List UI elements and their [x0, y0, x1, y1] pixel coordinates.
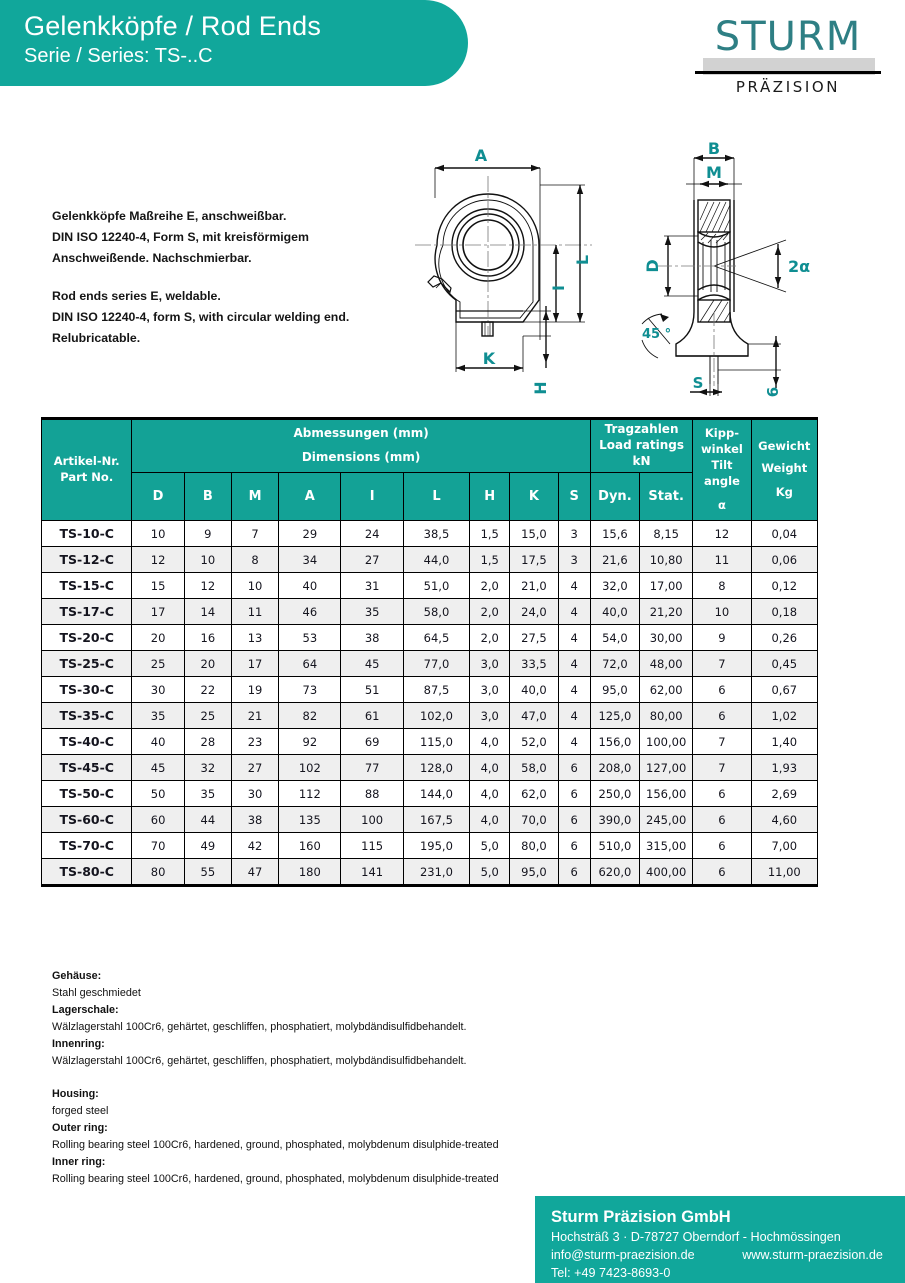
desc-de-line-1: Gelenkköpfe Maßreihe E, anschweißbar. — [52, 209, 287, 223]
cell-stat: 17,00 — [640, 573, 693, 599]
cell-d: 30 — [132, 677, 184, 703]
cell-s: 4 — [558, 703, 590, 729]
cell-a: 160 — [279, 833, 341, 859]
cell-stat: 48,00 — [640, 651, 693, 677]
header-col-M: M — [231, 473, 278, 521]
cell-kg: 1,93 — [751, 755, 817, 781]
header-col-I: I — [341, 473, 403, 521]
materials-german — [52, 968, 592, 1070]
cell-l: 77,0 — [403, 651, 469, 677]
cell-k: 70,0 — [510, 807, 558, 833]
cell-k: 27,5 — [510, 625, 558, 651]
desc-spacer — [52, 269, 412, 286]
cell-l: 38,5 — [403, 521, 469, 547]
cell-i: 31 — [341, 573, 403, 599]
drawings-svg — [410, 140, 905, 410]
dim-label-L: L — [573, 254, 592, 266]
specifications-table-body — [42, 521, 818, 885]
cell-part-no: TS-10-C — [42, 521, 132, 547]
cell-d: 70 — [132, 833, 184, 859]
cell-stat: 80,00 — [640, 703, 693, 729]
cell-i: 35 — [341, 599, 403, 625]
cell-m: 21 — [231, 703, 278, 729]
cell-m: 30 — [231, 781, 278, 807]
cell-dyn: 510,0 — [590, 833, 639, 859]
cell-b: 35 — [184, 781, 231, 807]
table-row — [42, 521, 818, 547]
header-tilt-symbol: α — [717, 498, 726, 512]
cell-a: 34 — [279, 547, 341, 573]
cell-i: 45 — [341, 651, 403, 677]
mat-en-value-1: Rolling bearing steel 100Cr6, hardened, ground, phosphated, molybdenum disulphide-treated — [52, 1139, 499, 1151]
table-row — [42, 755, 818, 781]
table-row — [42, 599, 818, 625]
cell-kg: 4,60 — [751, 807, 817, 833]
cell-h: 1,5 — [470, 547, 510, 573]
cell-alpha: 6 — [693, 833, 751, 859]
cell-a: 73 — [279, 677, 341, 703]
cell-part-no: TS-50-C — [42, 781, 132, 807]
cell-a: 92 — [279, 729, 341, 755]
cell-stat: 62,00 — [640, 677, 693, 703]
cell-stat: 10,80 — [640, 547, 693, 573]
cell-m: 10 — [231, 573, 278, 599]
cell-d: 25 — [132, 651, 184, 677]
header-part-no-de: Artikel-Nr. — [53, 454, 120, 468]
cell-d: 80 — [132, 859, 184, 885]
table-row — [42, 651, 818, 677]
cell-b: 32 — [184, 755, 231, 781]
mat-en-value-2: Rolling bearing steel 100Cr6, hardened, ground, phosphated, molybdenum disulphide-treated — [52, 1173, 499, 1185]
header-weight — [751, 418, 817, 521]
cell-part-no: TS-45-C — [42, 755, 132, 781]
cell-m: 8 — [231, 547, 278, 573]
cell-l: 167,5 — [403, 807, 469, 833]
cell-b: 49 — [184, 833, 231, 859]
cell-h: 5,0 — [470, 859, 510, 885]
footer-contact-banner — [535, 1196, 905, 1283]
cell-part-no: TS-15-C — [42, 573, 132, 599]
cell-s: 4 — [558, 573, 590, 599]
header-tilt-de-2: winkel — [701, 442, 743, 456]
header-dimensions-en: Dimensions (mm) — [301, 450, 421, 464]
cell-h: 3,0 — [470, 677, 510, 703]
cell-alpha: 6 — [693, 677, 751, 703]
cell-s: 6 — [558, 833, 590, 859]
cell-dyn: 95,0 — [590, 677, 639, 703]
mat-de-value-1: Wälzlagerstahl 100Cr6, gehärtet, geschliffen, phosphatiert, molybdändisulfidbehandelt. — [52, 1021, 467, 1033]
cell-dyn: 72,0 — [590, 651, 639, 677]
cell-alpha: 7 — [693, 755, 751, 781]
cell-dyn: 125,0 — [590, 703, 639, 729]
dim-label-H: H — [531, 381, 550, 395]
cell-i: 51 — [341, 677, 403, 703]
cell-k: 40,0 — [510, 677, 558, 703]
dim-label-I: I — [549, 285, 568, 291]
header-weight-de: Gewicht — [758, 439, 811, 453]
cell-h: 3,0 — [470, 651, 510, 677]
cell-h: 4,0 — [470, 807, 510, 833]
cell-a: 46 — [279, 599, 341, 625]
table-row — [42, 703, 818, 729]
cell-s: 6 — [558, 781, 590, 807]
logo-wordmark: STURM — [714, 14, 862, 60]
header-col-S: S — [558, 473, 590, 521]
dim-label-A: A — [474, 146, 488, 165]
desc-de-line-2: DIN ISO 12240-4, Form S, mit kreisförmigem — [52, 230, 309, 244]
desc-en-line-2: DIN ISO 12240-4, form S, with circular welding end. — [52, 310, 350, 324]
header-col-stat: Stat. — [640, 473, 693, 521]
cell-l: 51,0 — [403, 573, 469, 599]
dim-label-K: K — [482, 349, 496, 368]
mat-en-label-2: Inner ring: — [52, 1156, 106, 1168]
cell-part-no: TS-35-C — [42, 703, 132, 729]
dim-label-B: B — [707, 140, 721, 158]
footer-address: Hochsträß 3 · D-78727 Oberndorf - Hochmössingen — [551, 1230, 841, 1244]
cell-kg: 0,12 — [751, 573, 817, 599]
footer-company-name: Sturm Präzision GmbH — [551, 1208, 731, 1226]
header-tilt-angle — [693, 418, 751, 521]
cell-m: 13 — [231, 625, 278, 651]
header-col-K: K — [510, 473, 558, 521]
cell-stat: 30,00 — [640, 625, 693, 651]
mat-en-label-1: Outer ring: — [52, 1122, 108, 1134]
cell-dyn: 620,0 — [590, 859, 639, 885]
cell-d: 12 — [132, 547, 184, 573]
cell-k: 17,5 — [510, 547, 558, 573]
cell-k: 15,0 — [510, 521, 558, 547]
cell-stat: 21,20 — [640, 599, 693, 625]
header-col-L: L — [403, 473, 469, 521]
cell-dyn: 40,0 — [590, 599, 639, 625]
mat-en-label-0: Housing: — [52, 1088, 99, 1100]
mat-de-label-1: Lagerschale: — [52, 1004, 119, 1016]
cell-m: 38 — [231, 807, 278, 833]
cell-h: 4,0 — [470, 781, 510, 807]
cell-k: 80,0 — [510, 833, 558, 859]
cell-part-no: TS-70-C — [42, 833, 132, 859]
cell-s: 4 — [558, 677, 590, 703]
cell-h: 5,0 — [470, 833, 510, 859]
cell-stat: 245,00 — [640, 807, 693, 833]
cell-stat: 8,15 — [640, 521, 693, 547]
cell-k: 58,0 — [510, 755, 558, 781]
cell-stat: 315,00 — [640, 833, 693, 859]
cell-s: 6 — [558, 807, 590, 833]
cell-l: 144,0 — [403, 781, 469, 807]
cell-d: 50 — [132, 781, 184, 807]
cell-kg: 0,18 — [751, 599, 817, 625]
page-title: Gelenkköpfe / Rod Ends — [24, 11, 322, 41]
footer-email[interactable]: info@sturm-praezision.de — [551, 1248, 695, 1262]
table-row — [42, 833, 818, 859]
cell-dyn: 54,0 — [590, 625, 639, 651]
cell-part-no: TS-20-C — [42, 625, 132, 651]
cell-kg: 1,02 — [751, 703, 817, 729]
cell-k: 95,0 — [510, 859, 558, 885]
cell-dyn: 390,0 — [590, 807, 639, 833]
cell-d: 45 — [132, 755, 184, 781]
cell-m: 17 — [231, 651, 278, 677]
cell-h: 2,0 — [470, 625, 510, 651]
cell-k: 24,0 — [510, 599, 558, 625]
cell-alpha: 6 — [693, 703, 751, 729]
cell-k: 62,0 — [510, 781, 558, 807]
cell-k: 33,5 — [510, 651, 558, 677]
header-banner — [0, 0, 468, 86]
specifications-table — [41, 417, 818, 885]
cell-b: 9 — [184, 521, 231, 547]
table-row — [42, 547, 818, 573]
cell-a: 53 — [279, 625, 341, 651]
footer-contact-line — [551, 1246, 905, 1264]
cell-stat: 156,00 — [640, 781, 693, 807]
table-row — [42, 781, 818, 807]
cell-d: 40 — [132, 729, 184, 755]
table-row — [42, 807, 818, 833]
mat-en-value-0: forged steel — [52, 1105, 109, 1117]
cell-d: 60 — [132, 807, 184, 833]
cell-b: 14 — [184, 599, 231, 625]
mat-de-value-2: Wälzlagerstahl 100Cr6, gehärtet, geschliffen, phosphatiert, molybdändisulfidbehandelt. — [52, 1055, 467, 1067]
cell-b: 10 — [184, 547, 231, 573]
cell-part-no: TS-25-C — [42, 651, 132, 677]
dim-label-D: D — [643, 259, 662, 273]
cell-alpha: 6 — [693, 807, 751, 833]
cell-kg: 7,00 — [751, 833, 817, 859]
cell-dyn: 21,6 — [590, 547, 639, 573]
cell-kg: 0,45 — [751, 651, 817, 677]
cell-alpha: 11 — [693, 547, 751, 573]
logo-rule — [695, 71, 881, 74]
dim-label-45deg: 45 ° — [642, 327, 672, 342]
cell-h: 2,0 — [470, 599, 510, 625]
cell-i: 100 — [341, 807, 403, 833]
header-col-H: H — [470, 473, 510, 521]
header-dimensions-group — [132, 418, 590, 473]
cell-alpha: 6 — [693, 859, 751, 885]
cell-l: 128,0 — [403, 755, 469, 781]
cell-part-no: TS-80-C — [42, 859, 132, 885]
cell-m: 27 — [231, 755, 278, 781]
header-load-ratings-group — [590, 418, 693, 473]
cell-s: 6 — [558, 755, 590, 781]
header-tilt-en: Tilt angle — [703, 458, 740, 488]
header-col-D: D — [132, 473, 184, 521]
mat-de-value-0: Stahl geschmiedet — [52, 987, 141, 999]
cell-h: 3,0 — [470, 703, 510, 729]
logo-tagline: PRÄZISION — [735, 78, 841, 96]
cell-l: 231,0 — [403, 859, 469, 885]
cell-l: 102,0 — [403, 703, 469, 729]
cell-a: 29 — [279, 521, 341, 547]
cell-dyn: 250,0 — [590, 781, 639, 807]
cell-m: 23 — [231, 729, 278, 755]
cell-s: 3 — [558, 547, 590, 573]
cell-l: 64,5 — [403, 625, 469, 651]
section-view-drawing — [642, 155, 786, 396]
cell-part-no: TS-40-C — [42, 729, 132, 755]
header-col-B: B — [184, 473, 231, 521]
cell-i: 88 — [341, 781, 403, 807]
product-description — [52, 206, 412, 349]
cell-s: 4 — [558, 651, 590, 677]
cell-k: 52,0 — [510, 729, 558, 755]
dim-label-2alpha: 2α — [788, 257, 811, 276]
cell-i: 69 — [341, 729, 403, 755]
cell-m: 42 — [231, 833, 278, 859]
cell-alpha: 10 — [693, 599, 751, 625]
cell-alpha: 7 — [693, 729, 751, 755]
cell-s: 3 — [558, 521, 590, 547]
cell-l: 87,5 — [403, 677, 469, 703]
cell-i: 77 — [341, 755, 403, 781]
cell-i: 115 — [341, 833, 403, 859]
table-row — [42, 677, 818, 703]
cell-kg: 2,69 — [751, 781, 817, 807]
cell-a: 102 — [279, 755, 341, 781]
header-part-no — [42, 418, 132, 521]
cell-i: 24 — [341, 521, 403, 547]
cell-b: 44 — [184, 807, 231, 833]
cell-h: 4,0 — [470, 755, 510, 781]
cell-m: 11 — [231, 599, 278, 625]
cell-alpha: 12 — [693, 521, 751, 547]
header-col-A: A — [279, 473, 341, 521]
header-part-no-en: Part No. — [60, 470, 114, 484]
cell-m: 7 — [231, 521, 278, 547]
cell-b: 28 — [184, 729, 231, 755]
cell-stat: 400,00 — [640, 859, 693, 885]
cell-b: 20 — [184, 651, 231, 677]
header-load-de: Tragzahlen — [604, 422, 679, 436]
header-col-dyn: Dyn. — [590, 473, 639, 521]
header-load-unit: kN — [632, 454, 651, 468]
materials-english — [52, 1086, 592, 1188]
specifications-table-wrapper — [41, 417, 818, 885]
cell-i: 38 — [341, 625, 403, 651]
cell-l: 58,0 — [403, 599, 469, 625]
front-view-drawing — [415, 165, 592, 372]
mat-de-label-0: Gehäuse: — [52, 970, 102, 982]
cell-dyn: 15,6 — [590, 521, 639, 547]
cell-m: 47 — [231, 859, 278, 885]
cell-kg: 0,04 — [751, 521, 817, 547]
cell-stat: 127,00 — [640, 755, 693, 781]
header-weight-unit: Kg — [775, 485, 793, 499]
page-subtitle: Serie / Series: TS-..C — [24, 45, 213, 67]
cell-alpha: 8 — [693, 573, 751, 599]
cell-b: 22 — [184, 677, 231, 703]
cell-kg: 0,26 — [751, 625, 817, 651]
cell-i: 141 — [341, 859, 403, 885]
cell-d: 20 — [132, 625, 184, 651]
cell-kg: 0,67 — [751, 677, 817, 703]
mat-de-label-2: Innenring: — [52, 1038, 105, 1050]
cell-b: 55 — [184, 859, 231, 885]
cell-m: 19 — [231, 677, 278, 703]
cell-d: 15 — [132, 573, 184, 599]
table-top-rule — [41, 417, 818, 420]
cell-alpha: 7 — [693, 651, 751, 677]
cell-d: 10 — [132, 521, 184, 547]
table-row — [42, 729, 818, 755]
cell-kg: 0,06 — [751, 547, 817, 573]
cell-d: 35 — [132, 703, 184, 729]
cell-kg: 1,40 — [751, 729, 817, 755]
cell-d: 17 — [132, 599, 184, 625]
footer-phone: Tel: +49 7423-8693-0 — [551, 1266, 671, 1280]
cell-part-no: TS-60-C — [42, 807, 132, 833]
desc-en-line-1: Rod ends series E, weldable. — [52, 289, 221, 303]
cell-a: 82 — [279, 703, 341, 729]
cell-part-no: TS-12-C — [42, 547, 132, 573]
header-dimensions-de: Abmessungen (mm) — [293, 426, 429, 440]
cell-s: 4 — [558, 625, 590, 651]
technical-drawings — [410, 140, 905, 410]
cell-s: 4 — [558, 599, 590, 625]
cell-s: 4 — [558, 729, 590, 755]
cell-stat: 100,00 — [640, 729, 693, 755]
table-row — [42, 625, 818, 651]
table-bottom-rule — [41, 884, 818, 887]
cell-i: 27 — [341, 547, 403, 573]
cell-l: 115,0 — [403, 729, 469, 755]
cell-k: 47,0 — [510, 703, 558, 729]
cell-part-no: TS-30-C — [42, 677, 132, 703]
cell-k: 21,0 — [510, 573, 558, 599]
cell-a: 40 — [279, 573, 341, 599]
cell-b: 12 — [184, 573, 231, 599]
company-logo — [693, 14, 883, 106]
header-load-en: Load ratings — [599, 438, 684, 452]
cell-h: 1,5 — [470, 521, 510, 547]
cell-alpha: 6 — [693, 781, 751, 807]
cell-alpha: 9 — [693, 625, 751, 651]
dim-label-6: 6 — [764, 386, 782, 398]
cell-a: 112 — [279, 781, 341, 807]
cell-dyn: 32,0 — [590, 573, 639, 599]
dim-label-M: M — [706, 163, 722, 182]
cell-h: 4,0 — [470, 729, 510, 755]
footer-website[interactable]: www.sturm-praezision.de — [742, 1248, 883, 1262]
cell-dyn: 208,0 — [590, 755, 639, 781]
cell-h: 2,0 — [470, 573, 510, 599]
cell-kg: 11,00 — [751, 859, 817, 885]
dim-label-S: S — [692, 374, 704, 392]
cell-l: 44,0 — [403, 547, 469, 573]
cell-a: 180 — [279, 859, 341, 885]
header-weight-en: Weight — [761, 461, 808, 475]
desc-de-line-3: Anschweißende. Nachschmierbar. — [52, 251, 252, 265]
cell-b: 25 — [184, 703, 231, 729]
table-header-row-1 — [42, 418, 818, 473]
cell-dyn: 156,0 — [590, 729, 639, 755]
cell-a: 135 — [279, 807, 341, 833]
table-row — [42, 859, 818, 885]
cell-a: 64 — [279, 651, 341, 677]
table-row — [42, 573, 818, 599]
cell-b: 16 — [184, 625, 231, 651]
desc-en-line-3: Relubricatable. — [52, 331, 141, 345]
cell-i: 61 — [341, 703, 403, 729]
cell-part-no: TS-17-C — [42, 599, 132, 625]
cell-l: 195,0 — [403, 833, 469, 859]
cell-s: 6 — [558, 859, 590, 885]
header-tilt-de-1: Kipp- — [704, 426, 739, 440]
